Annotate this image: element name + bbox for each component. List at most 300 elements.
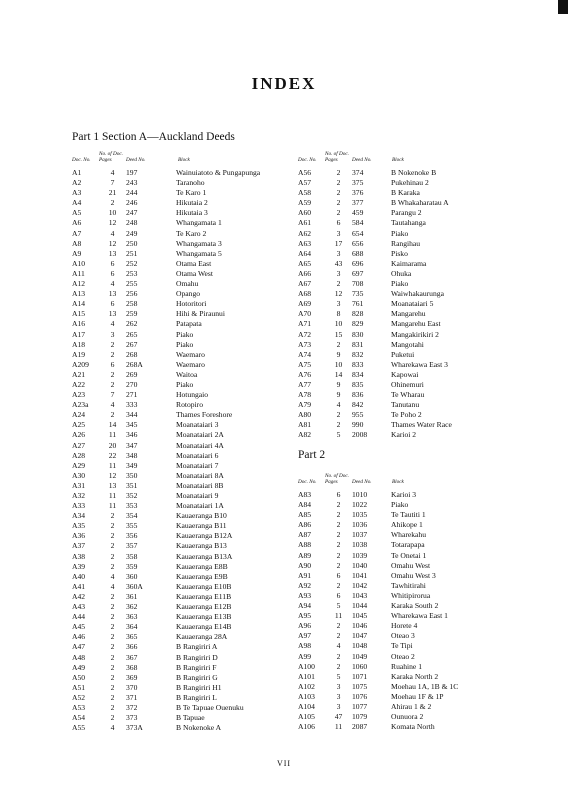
- page-count: 5: [336, 601, 341, 611]
- doc-number: A24: [72, 410, 86, 420]
- table-row: [298, 350, 518, 360]
- deed-number: 243: [126, 178, 138, 188]
- table-row: [72, 471, 292, 481]
- deed-number: 370: [126, 682, 138, 692]
- page-title: INDEX: [251, 74, 317, 93]
- table-row: [298, 500, 518, 510]
- table-row: [72, 703, 292, 713]
- doc-number: A32: [72, 491, 86, 500]
- doc-number: A48: [72, 652, 86, 662]
- doc-number: A67: [298, 279, 312, 289]
- page-count: 3: [336, 701, 341, 711]
- table-row: [298, 340, 518, 350]
- block-name: B Rangiriri H1: [176, 682, 222, 692]
- page-count: 12: [108, 470, 117, 480]
- table-row: [298, 198, 518, 208]
- table-row: [298, 682, 518, 692]
- table-row: [72, 511, 292, 521]
- doc-number: A21: [72, 369, 86, 379]
- block-name: Wharekawa East 3: [391, 359, 448, 369]
- deed-number: 831: [352, 339, 364, 349]
- doc-number: A99: [298, 651, 312, 661]
- page-count: 4: [110, 168, 115, 177]
- deed-number: 990: [352, 420, 364, 430]
- block-name: Kauaeranga E12B: [176, 602, 232, 612]
- block-name: Kauaeranga E10B: [176, 581, 232, 591]
- left-index-table: [72, 168, 292, 733]
- deed-number: 1049: [352, 651, 368, 661]
- left-column-header: [72, 144, 292, 164]
- page-corner-mark: [558, 0, 568, 14]
- page-count: 2: [336, 661, 341, 671]
- page-count: 11: [334, 611, 343, 621]
- block-name: Pisko: [391, 248, 408, 258]
- doc-number: A106: [298, 722, 315, 732]
- table-row: [298, 269, 518, 279]
- deed-number: 1041: [352, 570, 368, 580]
- page-count: 2: [110, 511, 115, 521]
- table-row: [72, 461, 292, 471]
- deed-number: 835: [352, 379, 364, 389]
- deed-number: 251: [126, 248, 138, 258]
- table-row: [72, 693, 292, 703]
- doc-number: A47: [72, 642, 86, 652]
- deed-number: 735: [352, 289, 364, 299]
- page-count: 6: [110, 299, 115, 309]
- doc-number: A70: [298, 309, 312, 319]
- page-count: 2: [336, 651, 341, 661]
- doc-number: A78: [298, 390, 312, 400]
- block-name: Mangarehu: [391, 309, 426, 319]
- block-name: Totarapapa: [391, 540, 425, 550]
- block-name: Waemaro: [176, 349, 205, 359]
- deed-number: 377: [352, 198, 364, 208]
- deed-number: 584: [352, 218, 364, 228]
- table-row: [298, 702, 518, 712]
- table-row: [298, 249, 518, 259]
- doc-number: A30: [72, 470, 86, 480]
- table-row: [298, 712, 518, 722]
- page-count: 2: [336, 410, 341, 420]
- header-doc: Doc. No.: [298, 479, 317, 486]
- table-row: [72, 441, 292, 451]
- deed-number: 1048: [352, 641, 368, 651]
- doc-number: A28: [72, 450, 86, 460]
- deed-number: 369: [126, 672, 138, 682]
- doc-number: A96: [298, 621, 312, 631]
- table-row: [72, 350, 292, 360]
- page-count: 3: [336, 228, 341, 238]
- block-name: Kauaeranga B10: [176, 511, 227, 521]
- page-count: 2: [336, 530, 341, 540]
- table-row: [72, 249, 292, 259]
- page-count: 11: [108, 491, 117, 500]
- deed-number: 267: [126, 339, 138, 349]
- block-name: B Karaka: [391, 188, 420, 198]
- doc-number: A81: [298, 420, 312, 430]
- table-row: [72, 380, 292, 390]
- block-name: Otama West: [176, 268, 213, 278]
- doc-number: A27: [72, 440, 86, 450]
- page-count: 2: [336, 510, 341, 520]
- deed-number: 271: [126, 390, 138, 400]
- table-row: [298, 319, 518, 329]
- block-name: Rotopiro: [176, 400, 204, 410]
- table-row: [72, 400, 292, 410]
- deed-number: 256: [126, 289, 138, 299]
- deed-number: 1040: [352, 560, 368, 570]
- doc-number: A53: [72, 702, 86, 712]
- block-name: Waitoa: [176, 369, 198, 379]
- page-count: 5: [336, 430, 341, 440]
- page-count: 4: [110, 400, 115, 410]
- deed-number: 265: [126, 329, 138, 339]
- table-row: [72, 642, 292, 652]
- deed-number: 1035: [352, 510, 368, 520]
- doc-number: A85: [298, 510, 312, 520]
- deed-number: 352: [126, 491, 138, 500]
- page-count: 2: [110, 632, 115, 642]
- doc-number: A25: [72, 420, 86, 430]
- table-row: [298, 490, 518, 500]
- page-count: 2: [110, 591, 115, 601]
- deed-number: 1077: [352, 701, 368, 711]
- block-name: Piako: [176, 379, 194, 389]
- doc-number: A40: [72, 571, 86, 581]
- block-name: Kauaeranga E13B: [176, 612, 232, 622]
- doc-number: A44: [72, 612, 86, 622]
- table-row: [298, 672, 518, 682]
- block-name: Hikutaia 3: [176, 208, 208, 218]
- doc-number: A102: [298, 681, 315, 691]
- deed-number: 363: [126, 612, 138, 622]
- page-count: 11: [108, 430, 117, 440]
- table-row: [72, 612, 292, 622]
- deed-number: 371: [126, 692, 138, 702]
- deed-number: 249: [126, 228, 138, 238]
- page-count: 2: [110, 379, 115, 389]
- doc-number: A63: [298, 238, 312, 248]
- deed-number: 253: [126, 268, 138, 278]
- table-row: [298, 601, 518, 611]
- table-row: [298, 722, 518, 732]
- header-block: Block: [392, 157, 404, 164]
- doc-number: A66: [298, 268, 312, 278]
- table-row: [72, 723, 292, 733]
- table-row: [72, 521, 292, 531]
- page-count: 2: [110, 349, 115, 359]
- doc-number: A37: [72, 541, 86, 551]
- table-row: [298, 279, 518, 289]
- table-row: [72, 319, 292, 329]
- block-name: Piako: [176, 329, 194, 339]
- deed-number: 356: [126, 531, 138, 541]
- deed-number: 351: [126, 480, 138, 490]
- block-name: Moanataiari 5: [391, 299, 434, 309]
- block-name: Piako: [391, 500, 409, 510]
- header-block: Block: [392, 479, 404, 486]
- doc-number: A35: [72, 521, 86, 531]
- block-name: Ohuka: [391, 268, 412, 278]
- page-count: 2: [110, 198, 115, 208]
- table-row: [72, 582, 292, 592]
- page-count: 6: [336, 570, 341, 580]
- right-index-table: [298, 168, 518, 441]
- doc-number: A52: [72, 692, 86, 702]
- deed-number: 262: [126, 319, 138, 329]
- block-name: Karioi 3: [391, 490, 417, 499]
- block-name: Ounuora 2: [391, 712, 424, 722]
- deed-number: 1010: [352, 490, 368, 499]
- doc-number: A80: [298, 410, 312, 420]
- header-pages: No. of Doc. Pages: [325, 151, 349, 164]
- page-count: 22: [108, 450, 117, 460]
- table-row: [72, 229, 292, 239]
- table-row: [298, 591, 518, 601]
- doc-number: A104: [298, 701, 315, 711]
- block-name: Moanataiari 8B: [176, 480, 224, 490]
- block-name: Moanataiari 6: [176, 450, 219, 460]
- page-count: 5: [336, 671, 341, 681]
- page-count: 2: [110, 642, 115, 652]
- page-count: 6: [110, 359, 115, 369]
- header-pages: No. of Doc. Pages: [325, 473, 349, 486]
- header-deed: Deed No.: [352, 479, 372, 486]
- table-row: [72, 562, 292, 572]
- page-count: 2: [336, 631, 341, 641]
- doc-number: A42: [72, 591, 86, 601]
- page-count: 14: [108, 420, 117, 430]
- block-name: Piako: [176, 339, 194, 349]
- table-row: [72, 552, 292, 562]
- deed-number: 345: [126, 420, 138, 430]
- table-row: [72, 491, 292, 501]
- deed-number: 247: [126, 208, 138, 218]
- table-row: [298, 420, 518, 430]
- table-row: [298, 430, 518, 440]
- table-row: [298, 571, 518, 581]
- doc-number: A68: [298, 289, 312, 299]
- header-deed: Deed No.: [352, 157, 372, 164]
- block-name: Hihi & Piraunui: [176, 309, 225, 319]
- page-count: 2: [110, 702, 115, 712]
- doc-number: A89: [298, 550, 312, 560]
- table-row: [72, 168, 292, 178]
- deed-number: 1071: [352, 671, 368, 681]
- page-count: 12: [108, 238, 117, 248]
- page-count: 4: [110, 228, 115, 238]
- doc-number: A95: [298, 611, 312, 621]
- block-name: Moanataiari 1A: [176, 501, 224, 511]
- doc-number: A91: [298, 570, 312, 580]
- doc-number: A79: [298, 400, 312, 410]
- deed-number: 654: [352, 228, 364, 238]
- deed-number: 255: [126, 279, 138, 289]
- table-row: [72, 259, 292, 269]
- table-row: [298, 229, 518, 239]
- page-count: 2: [110, 692, 115, 702]
- doc-number: A88: [298, 540, 312, 550]
- block-name: Kauaeranga E8B: [176, 561, 228, 571]
- table-row: [298, 611, 518, 621]
- table-row: [72, 208, 292, 218]
- page-count: 10: [108, 208, 117, 218]
- doc-number: A11: [72, 268, 85, 278]
- deed-number: 1042: [352, 580, 368, 590]
- block-name: Omahu: [176, 279, 199, 289]
- doc-number: A54: [72, 713, 86, 723]
- block-name: Wharekawa East 1: [391, 611, 448, 621]
- table-row: [72, 188, 292, 198]
- block-name: Kauaeranga E9B: [176, 571, 228, 581]
- doc-number: A5: [72, 208, 82, 218]
- page-count: 15: [334, 329, 343, 339]
- deed-number: 368: [126, 662, 138, 672]
- deed-number: 832: [352, 349, 364, 359]
- doc-number: A82: [298, 430, 312, 440]
- block-name: Ruahine 1: [391, 661, 423, 671]
- page-count: 13: [108, 309, 117, 319]
- deed-number: 1047: [352, 631, 368, 641]
- deed-number: 346: [126, 430, 138, 440]
- page-count: 7: [110, 390, 115, 400]
- page-count: 3: [336, 691, 341, 701]
- page-count: 2: [110, 339, 115, 349]
- deed-number: 696: [352, 258, 364, 268]
- block-name: Whangamata 1: [176, 218, 222, 228]
- table-row: [72, 531, 292, 541]
- table-row: [298, 289, 518, 299]
- part2-index-table: [298, 490, 518, 732]
- deed-number: 355: [126, 521, 138, 531]
- table-row: [72, 330, 292, 340]
- block-name: Te Tautiti 1: [391, 510, 426, 520]
- block-name: Whitipirorua: [391, 590, 431, 600]
- deed-number: 359: [126, 561, 138, 571]
- page-count: 8: [336, 309, 341, 319]
- block-name: Tawhitirahi: [391, 580, 426, 590]
- page-count: 2: [336, 339, 341, 349]
- table-row: [298, 621, 518, 631]
- part2-column-header: [298, 466, 518, 486]
- doc-number: A7: [72, 228, 82, 238]
- block-name: Hotungaio: [176, 390, 209, 400]
- deed-number: 269: [126, 369, 138, 379]
- table-row: [298, 208, 518, 218]
- doc-number: A19: [72, 349, 86, 359]
- page-count: 6: [336, 218, 341, 228]
- block-name: Ahirau 1 & 2: [391, 701, 432, 711]
- page-count: 2: [336, 621, 341, 631]
- deed-number: 375: [352, 178, 364, 188]
- block-name: Kauaeranga B12A: [176, 531, 233, 541]
- table-row: [72, 390, 292, 400]
- page-count: 21: [108, 188, 117, 198]
- table-row: [72, 622, 292, 632]
- deed-number: 197: [126, 168, 138, 177]
- page-count: 12: [108, 218, 117, 228]
- block-name: B Nokenoke A: [176, 723, 222, 733]
- page-count: 7: [110, 178, 115, 188]
- table-row: [72, 279, 292, 289]
- page-count: 4: [110, 319, 115, 329]
- table-row: [298, 662, 518, 672]
- deed-number: 836: [352, 390, 364, 400]
- deed-number: 688: [352, 248, 364, 258]
- deed-number: 1045: [352, 611, 368, 621]
- block-name: Piako: [391, 279, 409, 289]
- deed-number: 1079: [352, 712, 368, 722]
- page-count: 9: [336, 379, 341, 389]
- table-row: [298, 551, 518, 561]
- page-count: 17: [334, 238, 343, 248]
- deed-number: 350: [126, 470, 138, 480]
- doc-number: A51: [72, 682, 86, 692]
- doc-number: A10: [72, 258, 86, 268]
- page-count: 6: [110, 258, 115, 268]
- page-count: 2: [336, 168, 341, 177]
- page-count: 3: [110, 329, 115, 339]
- deed-number: 357: [126, 541, 138, 551]
- page-count: 2: [110, 612, 115, 622]
- table-row: [298, 168, 518, 178]
- page-count: 2: [110, 521, 115, 531]
- table-row: [298, 400, 518, 410]
- deed-number: 955: [352, 410, 364, 420]
- block-name: B Tapuae: [176, 713, 205, 723]
- deed-number: 373A: [126, 723, 143, 733]
- table-row: [298, 239, 518, 249]
- deed-number: 761: [352, 299, 364, 309]
- page-count: 2: [336, 580, 341, 590]
- header-pages: No. of Doc. Pages: [99, 151, 123, 164]
- deed-number: 656: [352, 238, 364, 248]
- block-name: B Rangiriri L: [176, 692, 217, 702]
- doc-number: A87: [298, 530, 312, 540]
- doc-number: A94: [298, 601, 312, 611]
- table-row: [298, 390, 518, 400]
- deed-number: 1036: [352, 520, 368, 530]
- header-deed: Deed No.: [126, 157, 146, 164]
- table-row: [298, 178, 518, 188]
- doc-number: A3: [72, 188, 82, 198]
- page-count: 2: [336, 279, 341, 289]
- table-row: [72, 501, 292, 511]
- block-name: Otama East: [176, 258, 212, 268]
- doc-number: A34: [72, 511, 86, 521]
- doc-number: A73: [298, 339, 312, 349]
- block-name: Te Wharau: [391, 390, 425, 400]
- block-name: Kauaeranga 28A: [176, 632, 228, 642]
- deed-number: 1037: [352, 530, 368, 540]
- doc-number: A62: [298, 228, 312, 238]
- deed-number: 1043: [352, 590, 368, 600]
- page-count: 2: [110, 662, 115, 672]
- table-row: [298, 581, 518, 591]
- deed-number: 244: [126, 188, 138, 198]
- block-name: Thames Foreshore: [176, 410, 233, 420]
- table-row: [298, 641, 518, 651]
- page-count: 9: [336, 390, 341, 400]
- deed-number: 376: [352, 188, 364, 198]
- block-name: Wainuiatoto & Pungapunga: [176, 168, 261, 177]
- deed-number: 358: [126, 551, 138, 561]
- table-row: [72, 592, 292, 602]
- table-row: [72, 178, 292, 188]
- doc-number: A98: [298, 641, 312, 651]
- page-count: 11: [108, 501, 117, 511]
- doc-number: A23a: [72, 400, 89, 410]
